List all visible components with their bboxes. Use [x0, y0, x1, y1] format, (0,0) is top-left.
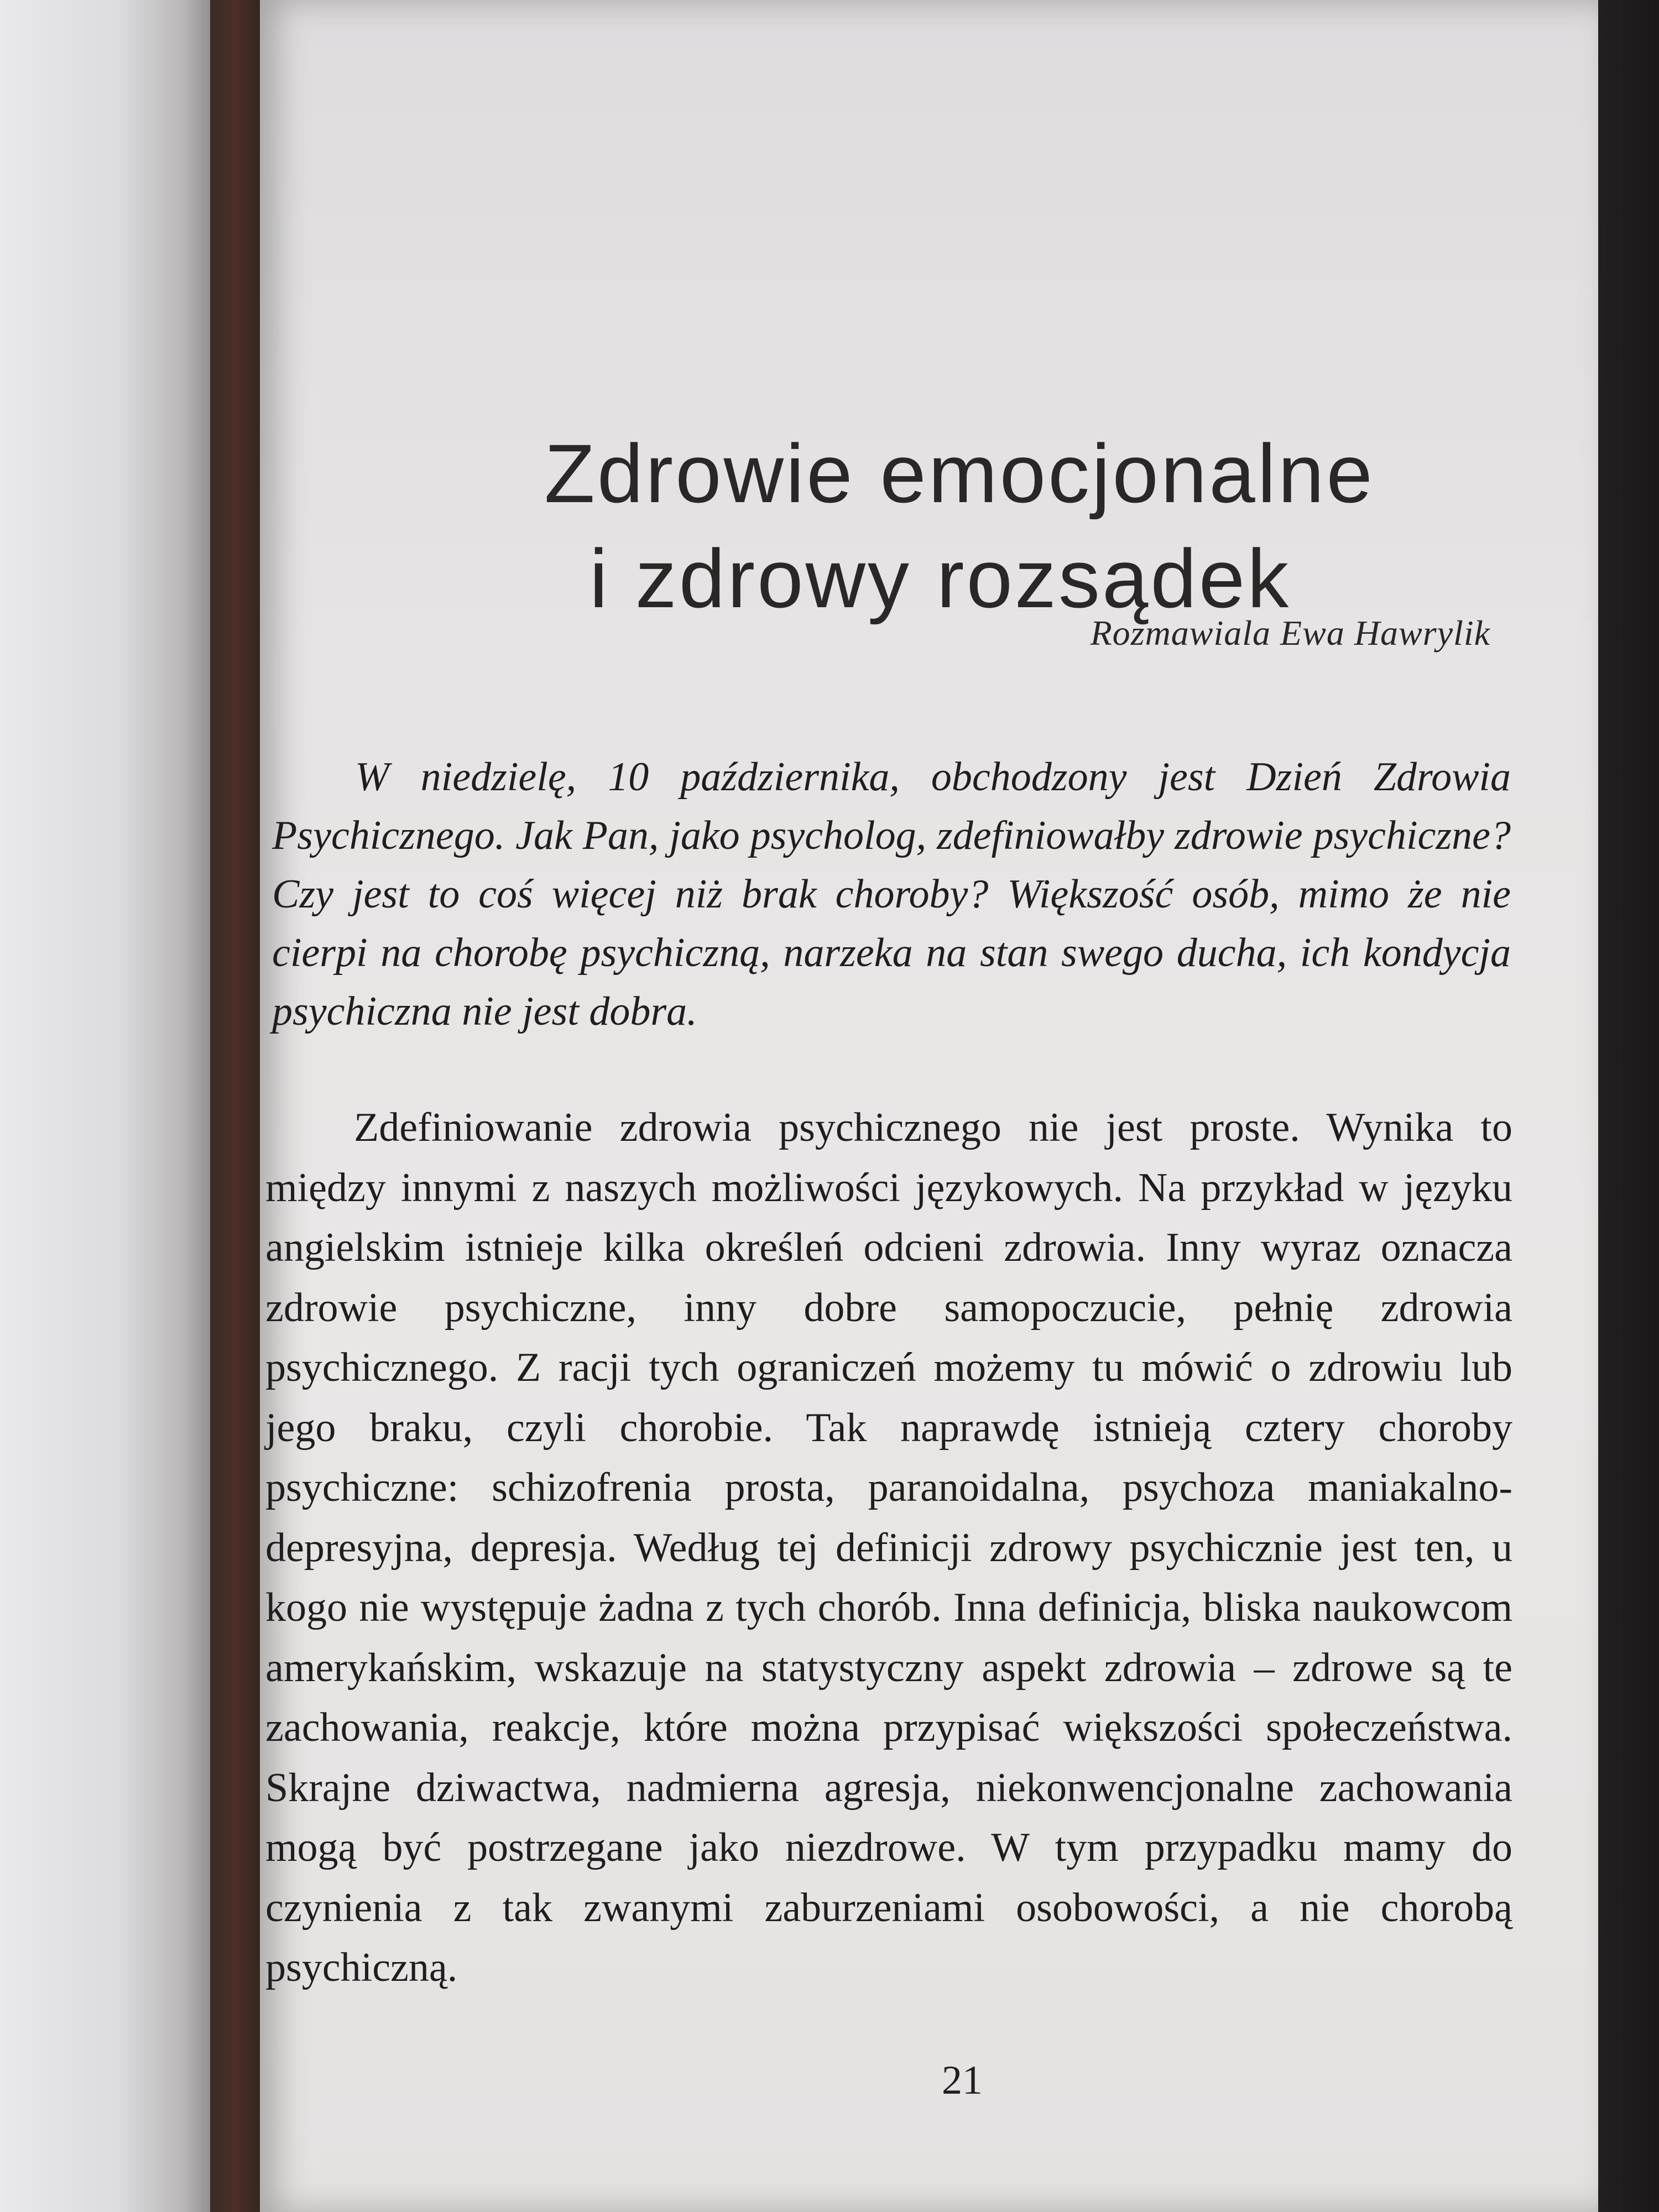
interviewer-byline: Rozmawiala Ewa Hawrylik: [1090, 613, 1490, 653]
chapter-title: [260, 421, 1598, 631]
chapter-title-line-2: i zdrowy rozsądek: [589, 531, 1291, 625]
interview-answer: Zdefiniowanie zdrowia psychicznego nie jest proste. Wynika to między innymi z naszych możliwości językowych. Na przykład w języku angielskim istnieje kilka określeń odcieni zdrowia. Inny wyraz oznacza zdrowie psychiczne, inny dobre samopoczucie, pełnię zdrowia psychicznego. Z racji tych ograniczeń możemy tu mówić o zdrowiu lub jego braku, czyli chorobie. Tak naprawdę istnieją cztery choroby psychiczne: schizofrenia prosta, paranoidalna, psychoza maniakalno-depresyjna, depresja. Według tej definicji zdrowy psychicznie jest ten, u kogo nie występuje żadna z tych chorób. Inna definicja, bliska naukowcom amerykańskim, wskazuje na statystyczny aspekt zdrowia – zdrowe są te zachowania, reakcje, które można przypisać większości społeczeństwa. Skrajne dziwactwa, nadmierna agresja, niekonwencjonalne zachowania mogą być postrzegane jako niezdrowe. W tym przypadku mamy do czynienia z tak zwanymi zaburzeniami osobowości, a nie chorobą psychiczną.: [265, 1105, 1512, 1990]
interview-question: W niedzielę, 10 października, obchodzony jest Dzień Zdrowia Psychicznego. Jak Pan, jako psycholog, zdefiniowałby zdrowie psychiczne? Czy jest to coś więcej niż brak choroby? Większość osób, mimo że nie cierpi na chorobę psychiczną, narzeka na stan swego ducha, ich kondycja psychiczna nie jest dobra.: [272, 754, 1511, 1034]
chapter-title-line-1: Zdrowie emocjonalne: [544, 426, 1375, 520]
book-page: [260, 0, 1598, 2212]
left-page-edge: [0, 0, 216, 2212]
page-number: 21: [942, 2058, 983, 2103]
